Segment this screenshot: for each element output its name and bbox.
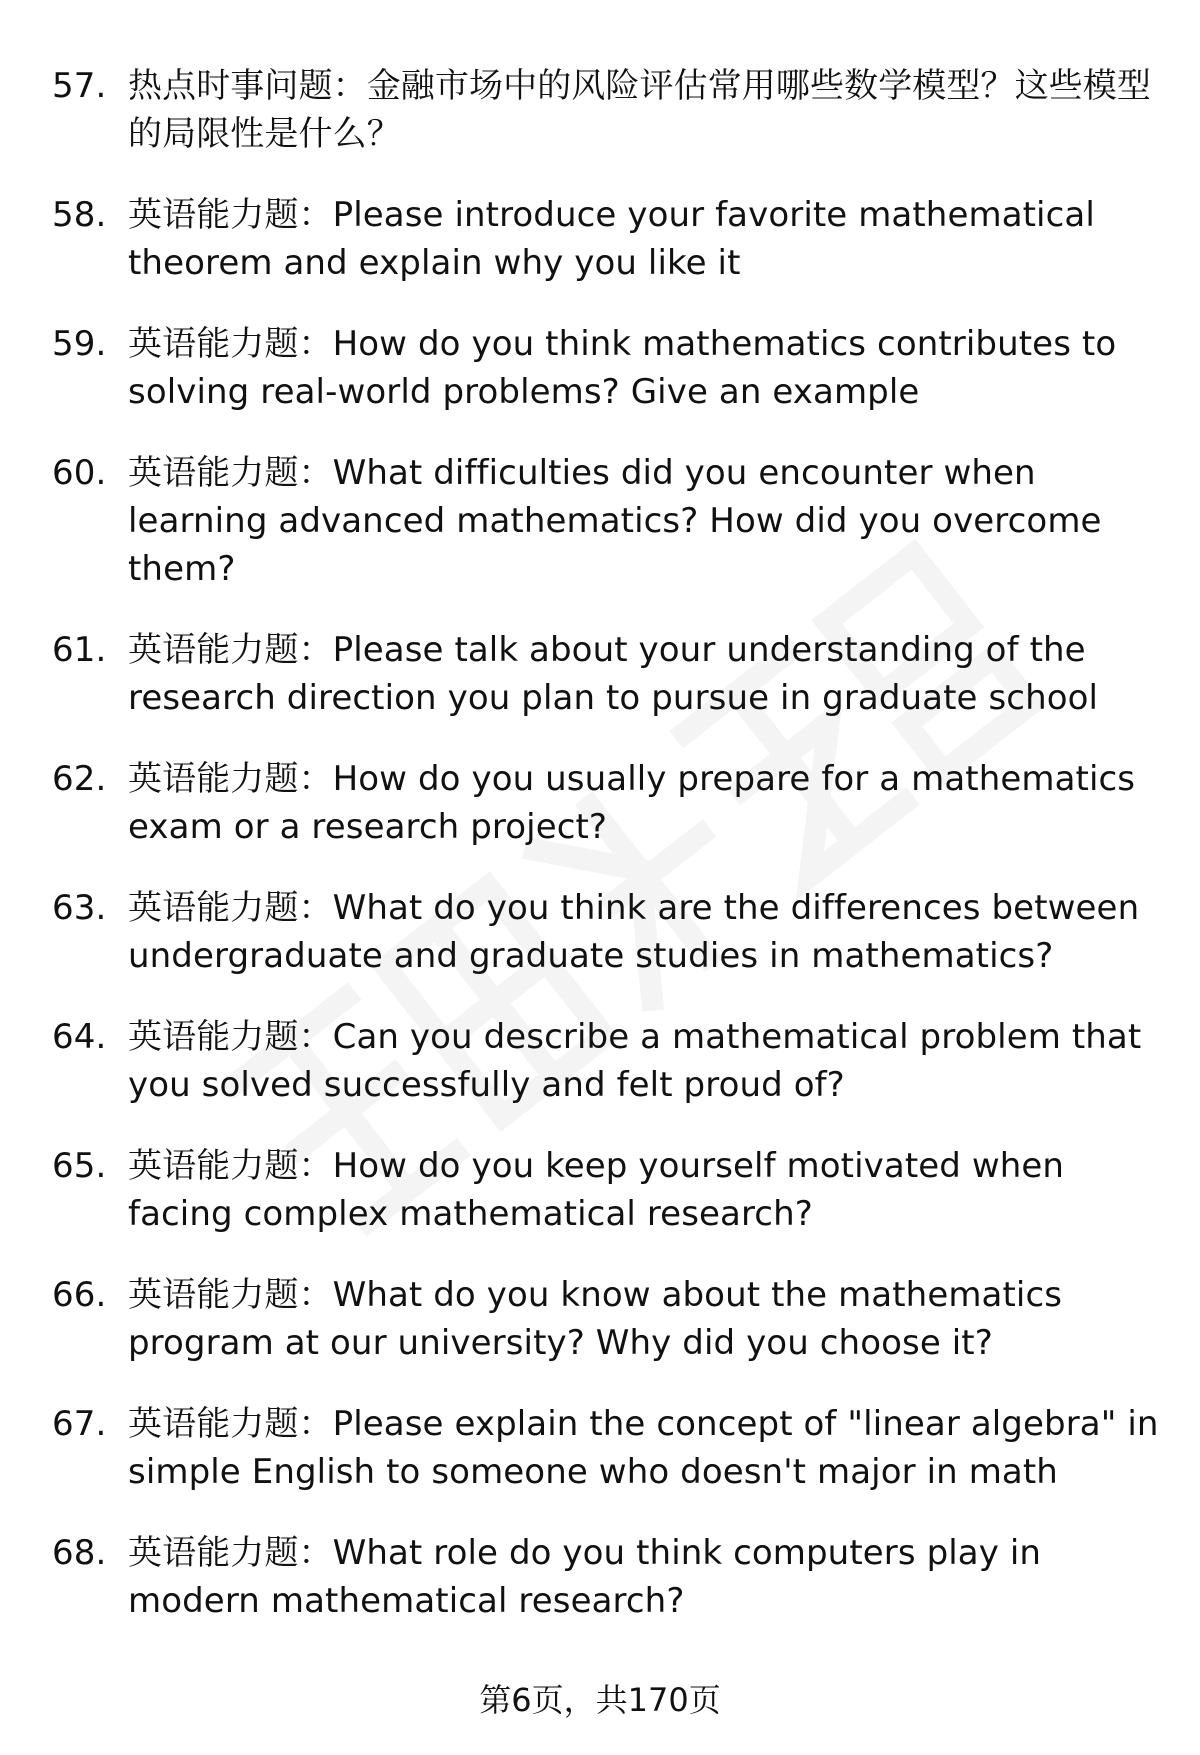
question-item-67 <box>52 1400 1162 1496</box>
question-text: 英语能力题：What role do you think computers play in modern mathematical research? <box>128 1533 1042 1621</box>
question-item-59 <box>52 320 1162 416</box>
question-number: 66. <box>52 1275 107 1315</box>
question-number: 67. <box>52 1404 107 1444</box>
question-number: 60. <box>52 453 107 493</box>
question-item-68 <box>52 1529 1162 1625</box>
question-number: 65. <box>52 1146 107 1186</box>
question-number: 64. <box>52 1017 107 1057</box>
question-item-66 <box>52 1271 1162 1367</box>
question-number: 68. <box>52 1533 107 1573</box>
question-number: 59. <box>52 324 107 364</box>
question-text: 英语能力题：How do you think mathematics contributes to solving real-world problems? Give an example <box>128 324 1117 412</box>
question-item-62 <box>52 755 1162 851</box>
question-text: 英语能力题：Please talk about your understanding of the research direction you plan to pursue in graduate school <box>128 630 1099 718</box>
question-text: 英语能力题：Please explain the concept of "linear algebra" in simple English to someone who doesn't major in math <box>128 1404 1159 1492</box>
question-item-58 <box>52 191 1162 287</box>
question-item-57 <box>52 62 1162 158</box>
question-list <box>52 62 1162 1658</box>
question-text: 英语能力题：Can you describe a mathematical problem that you solved successfully and felt proud of? <box>128 1017 1142 1105</box>
question-text: 英语能力题：How do you usually prepare for a mathematics exam or a research project? <box>128 759 1136 847</box>
question-number: 63. <box>52 888 107 928</box>
question-item-61 <box>52 626 1162 722</box>
question-item-60 <box>52 449 1162 593</box>
page-number-label: 第6页，共170页 <box>479 1681 721 1719</box>
question-item-63 <box>52 884 1162 980</box>
question-text: 英语能力题：How do you keep yourself motivated when facing complex mathematical research? <box>128 1146 1065 1234</box>
question-number: 61. <box>52 630 107 670</box>
question-item-65 <box>52 1142 1162 1238</box>
question-text: 英语能力题：What do you think are the differences between undergraduate and graduate studies in mathematics? <box>128 888 1140 976</box>
question-item-64 <box>52 1013 1162 1109</box>
page-footer <box>0 1678 1200 1722</box>
question-text: 英语能力题：What do you know about the mathematics program at our university? Why did you choose it? <box>128 1275 1063 1363</box>
question-number: 58. <box>52 195 107 235</box>
question-text: 英语能力题：Please introduce your favorite mathematical theorem and explain why you like it <box>128 195 1095 283</box>
question-text: 英语能力题：What difficulties did you encounter when learning advanced mathematics? How did you overcome them? <box>128 453 1102 589</box>
question-number: 57. <box>52 66 107 106</box>
question-text: 热点时事问题：金融市场中的风险评估常用哪些数学模型？这些模型的局限性是什么？ <box>128 66 1151 154</box>
question-number: 62. <box>52 759 107 799</box>
